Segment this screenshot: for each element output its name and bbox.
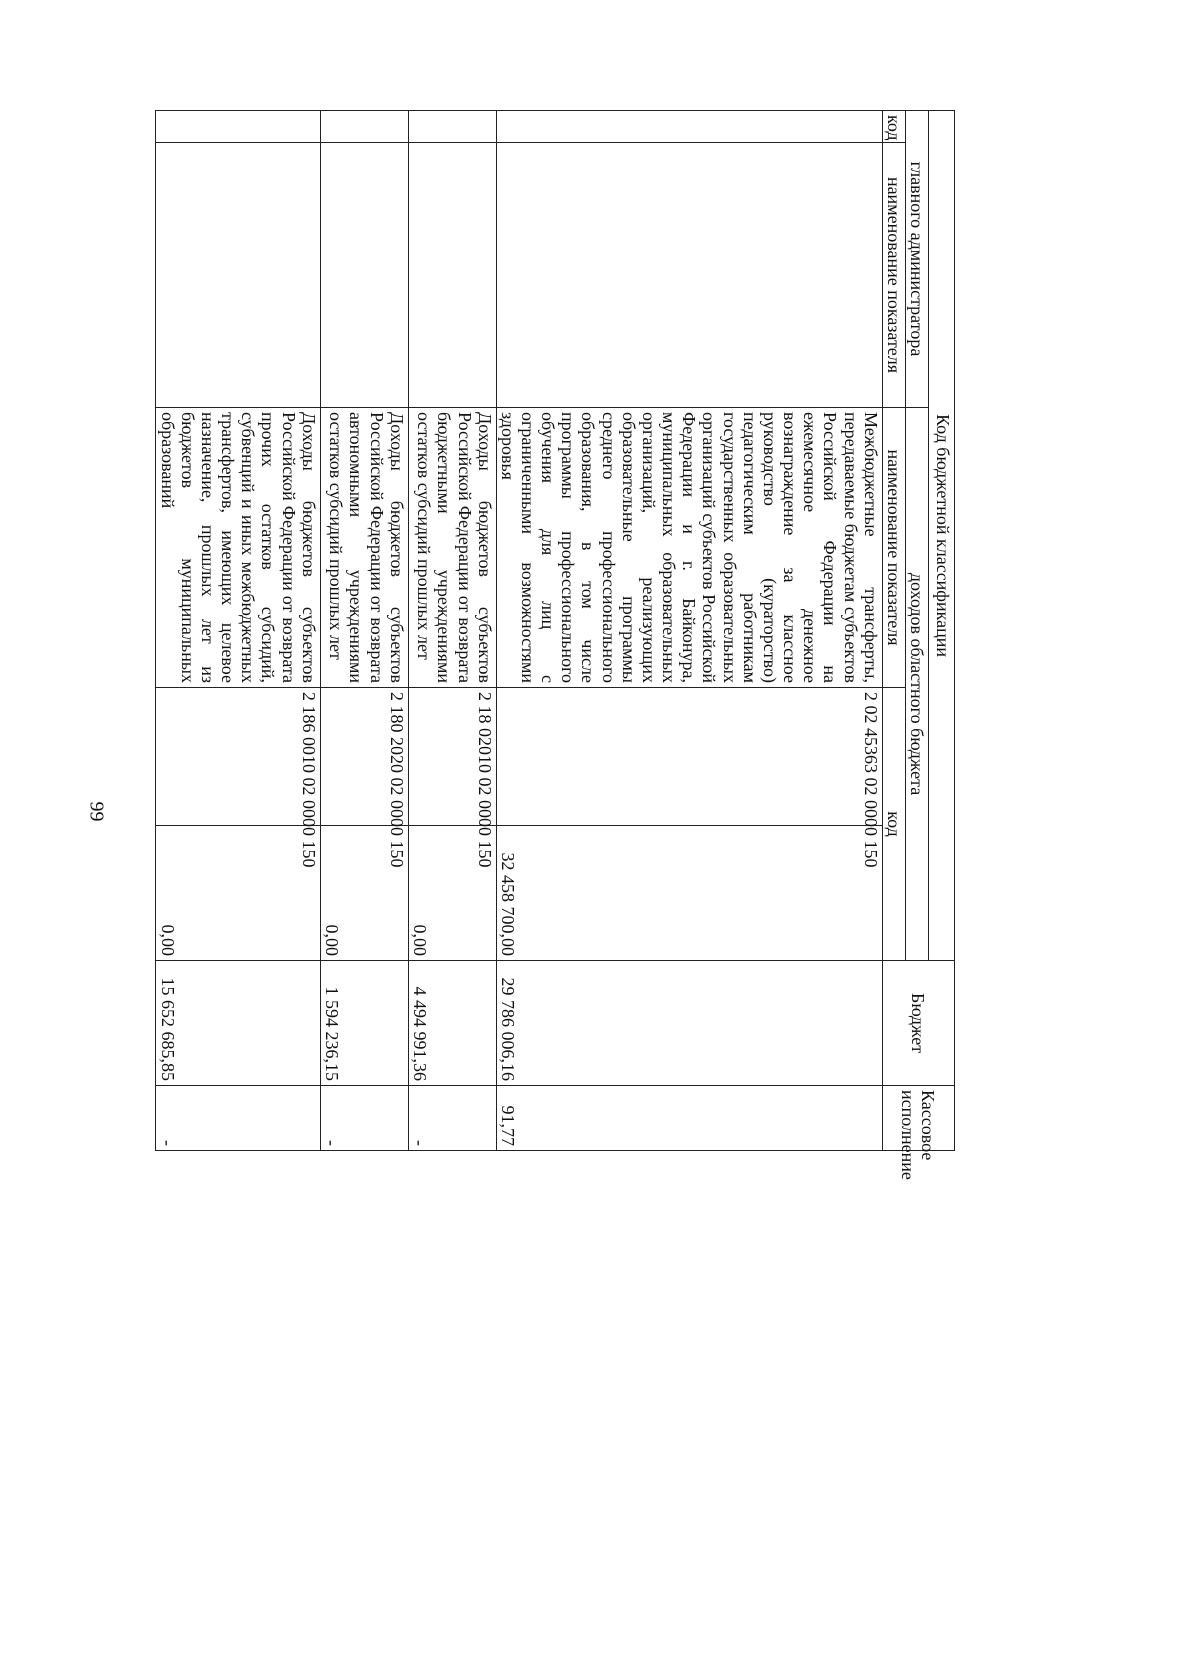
admin-code-cell xyxy=(408,111,496,143)
header-classification: Код бюджетной классификации xyxy=(929,111,955,961)
table-row xyxy=(156,111,320,1151)
rotated-table-container xyxy=(157,110,955,1180)
percent-cell: 91,77 xyxy=(496,1086,882,1151)
execution-cell: 15 652 685,85 xyxy=(156,961,320,1086)
admin-code-cell xyxy=(496,111,882,143)
admin-code-cell xyxy=(320,111,408,143)
admin-name-cell xyxy=(408,143,496,408)
header-admin-code: код xyxy=(882,111,905,143)
header-execution: Кассовое исполнение xyxy=(882,1086,954,1151)
indicator-name-cell: Доходы бюджетов субъектов Российской Федерации от возврата прочих остатков субсидий, субвенций и иных межбюджетных трансфертов, имеющих целевое назначение, прошлых лет из бюджетов муниципальных образований xyxy=(156,408,320,688)
header-budget: Бюджет xyxy=(882,961,954,1086)
indicator-code-cell: 2 18 02010 02 0000 150 xyxy=(408,688,496,826)
budget-cell: 0,00 xyxy=(408,826,496,961)
percent-cell: - xyxy=(408,1086,496,1151)
table-row xyxy=(496,111,882,1151)
indicator-code-cell: 2 02 45363 02 0000 150 xyxy=(496,688,882,826)
header-income: доходов областного бюджета xyxy=(905,408,928,961)
header-admin-name: наименование показателя xyxy=(882,143,905,408)
admin-name-cell xyxy=(496,143,882,408)
admin-code-cell xyxy=(156,111,320,143)
budget-table xyxy=(155,110,955,1180)
indicator-name-cell: Доходы бюджетов субъектов Российской Федерации от возврата бюджетными учреждениями остатков субсидий прошлых лет xyxy=(408,408,496,688)
execution-cell: 29 786 006,16 xyxy=(496,961,882,1086)
table-row xyxy=(408,111,496,1151)
indicator-code-cell: 2 186 0010 02 0000 150 xyxy=(156,688,320,826)
budget-cell: 32 458 700,00 xyxy=(496,826,882,961)
admin-name-cell xyxy=(320,143,408,408)
indicator-code-cell: 2 180 2020 02 0000 150 xyxy=(320,688,408,826)
execution-cell: 1 594 236,15 xyxy=(320,961,408,1086)
execution-cell: 4 494 991,36 xyxy=(408,961,496,1086)
indicator-name-cell: Межбюджетные трансферты, передаваемые бюджетам субъектов Российской Федерации на ежемесячное денежное вознаграждение за классное руководство (кураторство) педагогическим работникам государственных образовательных организаций субъектов Российской Федерации и г. Байконура, муниципальных образовательных организаций, реализующих образовательные программы среднего профессионального образования, в том числе программы профессионального обучения для лиц с ограниченными возможностями здоровья xyxy=(496,408,882,688)
indicator-name-cell: Доходы бюджетов субъектов Российской Федерации от возврата автономными учреждениями остатков субсидий прошлых лет xyxy=(320,408,408,688)
percent-cell: - xyxy=(156,1086,320,1151)
table-row xyxy=(320,111,408,1151)
header-admin: главного администратора xyxy=(905,111,928,408)
header-income-code: код xyxy=(882,688,905,961)
header-income-name: наименование показателя xyxy=(882,408,905,688)
percent-cell: - xyxy=(320,1086,408,1151)
budget-cell: 0,00 xyxy=(320,826,408,961)
admin-name-cell xyxy=(156,143,320,408)
page-number: 99 xyxy=(85,801,108,822)
budget-cell: 0,00 xyxy=(156,826,320,961)
